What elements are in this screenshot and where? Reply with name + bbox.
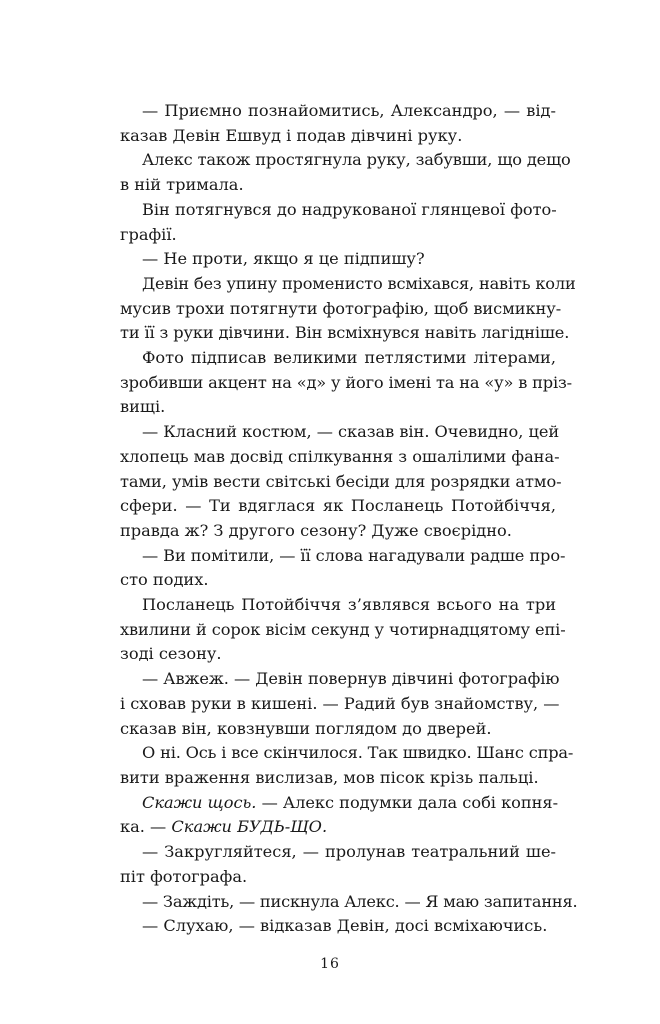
text-line: казав Девін Ешвуд і подав дівчині руку. <box>120 125 463 145</box>
paragraph-2 <box>120 148 571 197</box>
text-line: — Закругляйтеся, — пролунав театральний ше- <box>142 842 556 862</box>
text-line: — Слухаю, — відказав Девін, досі всміхаючись. <box>142 916 548 936</box>
paragraph-8 <box>120 544 566 593</box>
text-line: О ні. Ось і все скінчилося. Так швидко. Шанс спра- <box>142 743 574 763</box>
text-line: зоді сезону. <box>120 644 222 664</box>
text-line <box>120 815 556 840</box>
paragraph-6 <box>120 346 572 420</box>
text-line: тами, умів вести світські бесіди для розрядки атмо- <box>120 471 562 491</box>
paragraph-1 <box>120 99 556 148</box>
text-line: вищі. <box>120 397 166 417</box>
paragraph-10 <box>120 667 560 741</box>
paragraph-14 <box>120 890 578 915</box>
text-line: Він потягнувся до надрукованої глянцевої фото- <box>142 199 557 219</box>
paragraph-9 <box>120 593 566 667</box>
paragraph-4 <box>120 247 556 272</box>
italic-thought: Скажи БУДЬ-ЩО. <box>171 817 328 837</box>
text-line: ти її з руки дівчини. Він всміхнувся навіть лагідніше. <box>120 323 570 343</box>
paragraph-3 <box>120 198 556 247</box>
paragraph-13 <box>120 840 556 889</box>
text-line: правда ж? З другого сезону? Дуже своєрідно. <box>120 520 512 540</box>
text-line: сказав він, ковзнувши поглядом до дверей. <box>120 718 492 738</box>
text-line: — Приємно познайомитись, Александро, — від- <box>142 101 556 120</box>
text-line: вити враження вислизав, мов пісок крізь пальці. <box>120 767 539 787</box>
paragraph-15 <box>120 914 556 939</box>
text-fragment: ка. — <box>120 817 172 837</box>
paragraph-12 <box>120 791 559 840</box>
text-line: сфери. — Ти вдяглася як Посланець Потойбіччя, <box>120 496 556 516</box>
text-line: — Класний костюм, — сказав він. Очевидно, цей <box>142 422 560 442</box>
text-line: Девін без упину променисто всміхався, навіть коли <box>142 273 576 293</box>
text-line: Посланець Потойбіччя з’являвся всього на три <box>142 595 556 615</box>
text-line: — Ви помітили, — її слова нагадували радше про- <box>142 545 566 565</box>
text-line: сто подих. <box>120 570 209 590</box>
text-line: Алекс також простягнула руку, забувши, що дещо <box>142 150 571 170</box>
paragraph-7 <box>120 420 562 544</box>
text-line: Фото підписав великими петлястими літерами, <box>142 348 556 368</box>
text-line: графії. <box>120 224 177 244</box>
text-line: піт фотографа. <box>120 866 248 886</box>
paragraph-11 <box>120 741 574 790</box>
text-line: мусив трохи потягнути фотографію, щоб висмикну- <box>120 298 562 318</box>
text-line: хвилини й сорок вісім секунд у чотирнадцятому епі- <box>120 619 566 639</box>
text-line: в ній тримала. <box>120 175 244 195</box>
text-fragment: — Алекс подумки дала собі копня- <box>256 792 559 812</box>
text-line: — Авжеж. — Девін повернув дівчині фотографію <box>142 669 560 689</box>
text-line: і сховав руки в кишені. — Радий був знайомству, — <box>120 693 560 713</box>
page-number: 16 <box>320 956 340 972</box>
italic-thought: Скажи щось. <box>142 792 257 812</box>
text-line: — Заждіть, — пискнула Алекс. — Я маю запитання. <box>142 891 578 911</box>
text-line <box>120 791 559 816</box>
text-line: хлопець мав досвід спілкування з ошалілими фана- <box>120 446 560 466</box>
body-text <box>120 99 578 939</box>
paragraph-5 <box>120 272 576 346</box>
text-line: зробивши акцент на «д» у його імені та на «у» в пріз- <box>120 372 572 392</box>
text-line: — Не проти, якщо я це підпишу? <box>142 249 425 269</box>
